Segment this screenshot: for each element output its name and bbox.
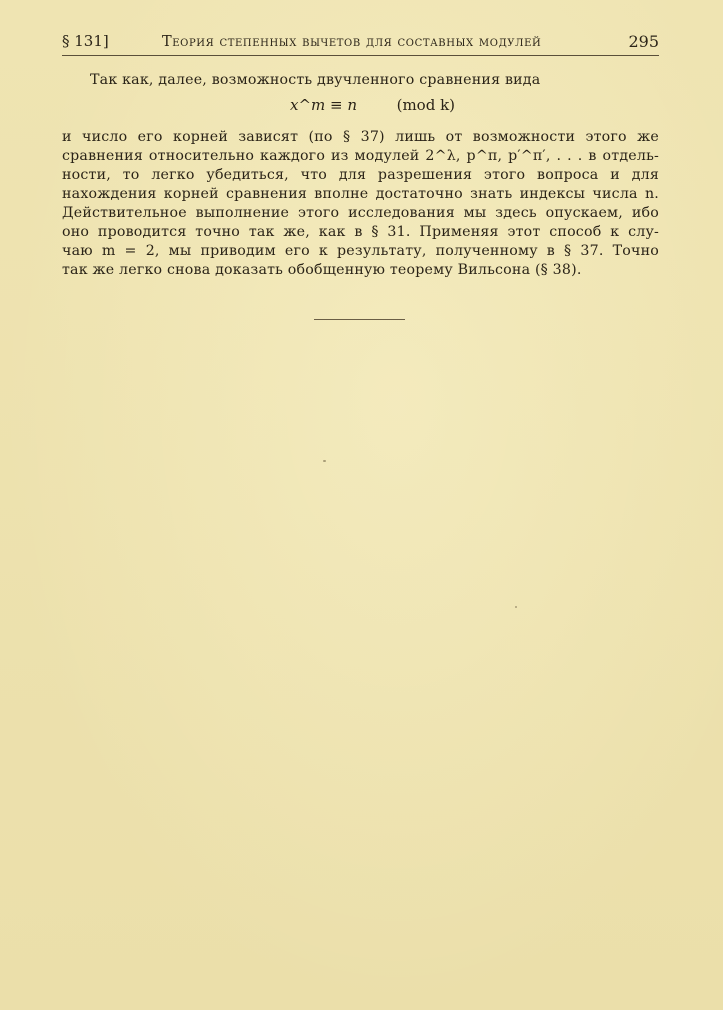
- intro-paragraph: [90, 71, 687, 90]
- running-head: [62, 32, 659, 54]
- formula-lhs: x^m ≡ n: [290, 96, 358, 114]
- text-line: Действительное выполнение этого исследования мы здесь опускаем, ибо: [62, 205, 659, 221]
- formula-modulus: (mod k): [396, 96, 456, 114]
- chapter-title: Теория степенных вычетов для составных модулей: [162, 34, 542, 50]
- congruence-formula: [290, 96, 455, 114]
- section-reference: § 131]: [62, 32, 109, 50]
- text-line: так же легко снова доказать обобщенную теорему Вильсона (§ 38).: [62, 262, 582, 278]
- section-end-rule: [314, 319, 405, 320]
- paper-speck: [323, 460, 326, 462]
- text-line: Так как, далее, возможность двучленного сравнения вида: [90, 72, 541, 88]
- page-number: 295: [628, 32, 659, 51]
- body-paragraph: [62, 128, 659, 280]
- text-line: ности, то легко убедиться, что для разрешения этого вопроса и для: [62, 167, 659, 183]
- text-line: и число его корней зависят (по § 37) лишь от возможности этого же: [62, 129, 659, 145]
- text-line: оно проводится точно так же, как в § 31. Применяя этот способ к слу-: [62, 224, 659, 240]
- text-line: чаю m = 2, мы приводим его к результату, полученному в § 37. Точно: [62, 243, 659, 259]
- text-line: нахождения корней сравнения вполне достаточно знать индексы числа n.: [62, 186, 659, 202]
- header-rule: [62, 55, 659, 56]
- paper-speck: [515, 606, 517, 608]
- text-line: сравнения относительно каждого из модулей 2^λ, p^π, p′^π′, . . . в отдель-: [62, 148, 659, 164]
